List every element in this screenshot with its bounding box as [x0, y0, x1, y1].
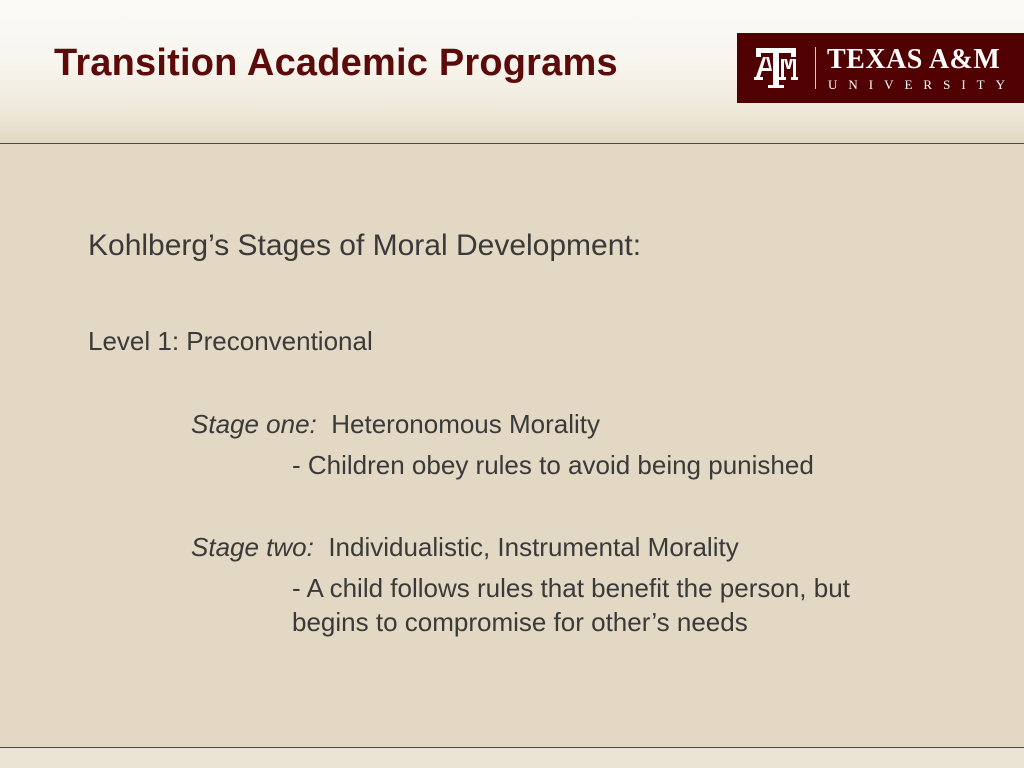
logo-subtitle: UNIVERSITY [828, 77, 1016, 92]
stage-one-name: Heteronomous Morality [331, 409, 601, 439]
slide-heading: Kohlberg’s Stages of Moral Development: [88, 229, 642, 262]
stage-one-label: Stage one: [191, 409, 317, 439]
stage-one-line [191, 409, 600, 440]
stage-two-line [191, 532, 739, 563]
header-divider [0, 143, 1024, 144]
logo-wordmark: TEXAS A&M [827, 44, 1001, 75]
atm-logo-mark-icon [753, 45, 799, 91]
university-logo [737, 33, 1024, 103]
level-label: Level 1: Preconventional [88, 326, 373, 356]
logo-divider [815, 47, 816, 89]
stage-one-description: - Children obey rules to avoid being punished [292, 450, 814, 480]
stage-two-description-line-2: begins to compromise for other’s needs [292, 607, 748, 637]
stage-two-label: Stage two: [191, 532, 314, 562]
stage-two-description-line-1: - A child follows rules that benefit the person, but [292, 573, 850, 603]
slide-title: Transition Academic Programs [54, 42, 618, 84]
slide-footer [0, 748, 1024, 768]
stage-two-name: Individualistic, Instrumental Morality [328, 532, 739, 562]
